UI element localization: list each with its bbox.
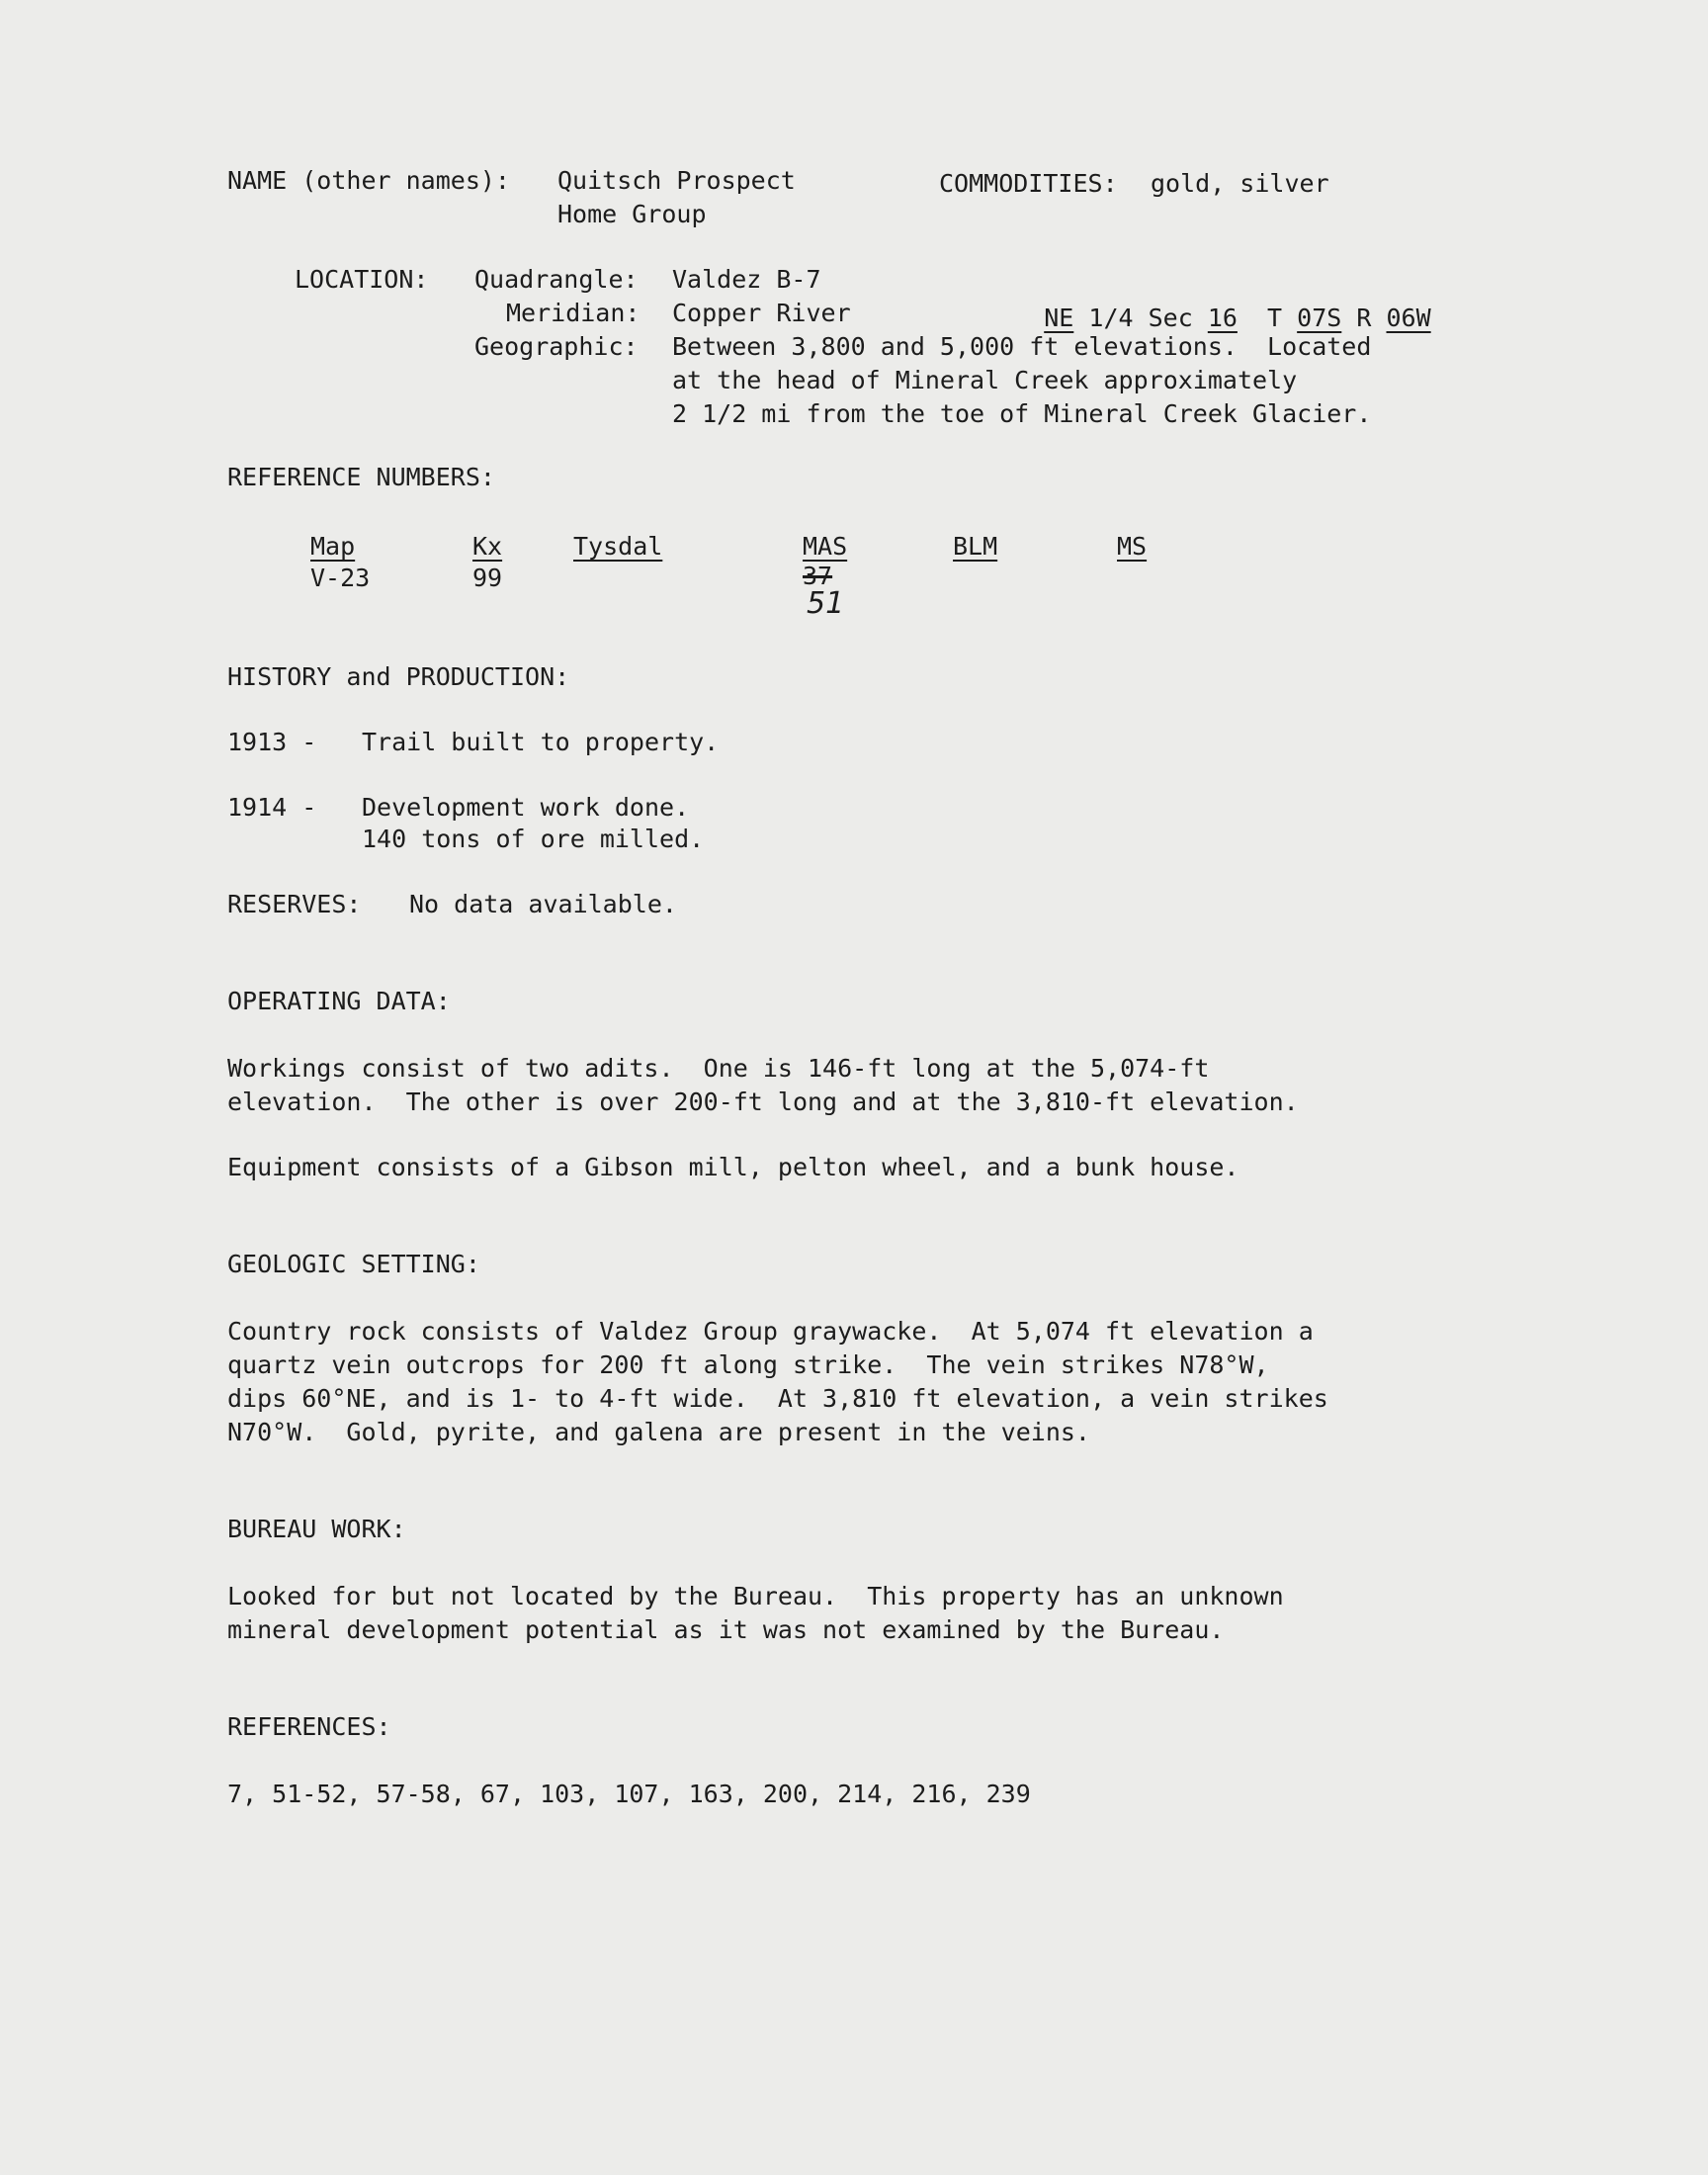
reference-numbers-label: REFERENCE NUMBERS:	[227, 463, 495, 491]
history-label: HISTORY and PRODUCTION:	[227, 662, 570, 691]
geologic-line-1: Country rock consists of Valdez Group graywacke. At 5,074 ft elevation a	[227, 1317, 1314, 1346]
geographic-label: Geographic:	[474, 332, 639, 361]
geologic-line-2: quartz vein outcrops for 200 ft along strike. The vein strikes N78°W,	[227, 1350, 1269, 1379]
ref-mas-struck-value: 37	[803, 562, 833, 590]
geographic-line-2: at the head of Mineral Creek approximately	[672, 366, 1298, 394]
geologic-line-4: N70°W. Gold, pyrite, and galena are present in the veins.	[227, 1418, 1090, 1446]
references-value: 7, 51-52, 57-58, 67, 103, 107, 163, 200, 214, 216, 239	[227, 1780, 1031, 1808]
ref-map-label: Map	[310, 532, 356, 561]
commodities-label: COMMODITIES:	[939, 169, 1118, 198]
operating-line-1: Workings consist of two adits. One is 146-ft long at the 5,074-ft	[227, 1054, 1210, 1083]
quarter-suffix: 1/4 Sec	[1088, 304, 1193, 332]
ref-map-value: V-23	[310, 564, 371, 592]
meridian-value: Copper River	[672, 299, 851, 327]
reserves-value: No data available.	[409, 890, 677, 918]
history-1913-text: Trail built to property.	[362, 728, 720, 756]
geologic-setting-label: GEOLOGIC SETTING:	[227, 1250, 480, 1278]
bureau-line-2: mineral development potential as it was not examined by the Bureau.	[227, 1615, 1225, 1644]
bureau-work-label: BUREAU WORK:	[227, 1515, 406, 1543]
range-label: R	[1356, 304, 1372, 332]
ref-ms-label: MS	[1117, 532, 1148, 561]
name-label: NAME (other names):	[227, 166, 510, 195]
geographic-line-3: 2 1/2 mi from the toe of Mineral Creek Glacier.	[672, 399, 1372, 428]
history-1913-year: 1913 -	[227, 728, 317, 756]
ref-mas-label: MAS	[803, 532, 848, 561]
operating-line-3: Equipment consists of a Gibson mill, pelton wheel, and a bunk house.	[227, 1153, 1239, 1181]
quadrangle-value: Valdez B-7	[672, 265, 821, 294]
quarter-value: NE	[1044, 304, 1074, 332]
operating-data-label: OPERATING DATA:	[227, 987, 451, 1015]
township-value: 07S	[1297, 304, 1342, 332]
meridian-label: Meridian:	[506, 299, 640, 327]
geographic-line-1: Between 3,800 and 5,000 ft elevations. Located	[672, 332, 1372, 361]
ref-kx-label: Kx	[472, 532, 503, 561]
geologic-line-3: dips 60°NE, and is 1- to 4-ft wide. At 3,810 ft elevation, a vein strikes	[227, 1384, 1328, 1413]
ref-kx-value: 99	[472, 564, 503, 592]
section-value: 16	[1207, 304, 1238, 332]
history-1914-text-2: 140 tons of ore milled.	[362, 825, 705, 853]
references-label: REFERENCES:	[227, 1712, 391, 1741]
range-value: 06W	[1386, 304, 1431, 332]
quadrangle-label: Quadrangle:	[474, 265, 639, 294]
operating-line-2: elevation. The other is over 200-ft long and at the 3,810-ft elevation.	[227, 1088, 1299, 1116]
history-1914-year: 1914 -	[227, 793, 317, 822]
commodities-value: gold, silver	[1151, 169, 1329, 198]
history-1914-text-1: Development work done.	[362, 793, 690, 822]
ref-blm-label: BLM	[953, 532, 998, 561]
location-label: LOCATION:	[295, 265, 429, 294]
reserves-label: RESERVES:	[227, 890, 362, 918]
bureau-line-1: Looked for but not located by the Bureau. This property has an unknown	[227, 1582, 1284, 1610]
ref-tysdal-label: Tysdal	[573, 532, 663, 561]
township-label: T	[1267, 304, 1283, 332]
ref-mas-handwritten-value: 51	[807, 586, 845, 621]
other-name-value: Home Group	[557, 200, 707, 228]
name-value: Quitsch Prospect	[557, 166, 796, 195]
